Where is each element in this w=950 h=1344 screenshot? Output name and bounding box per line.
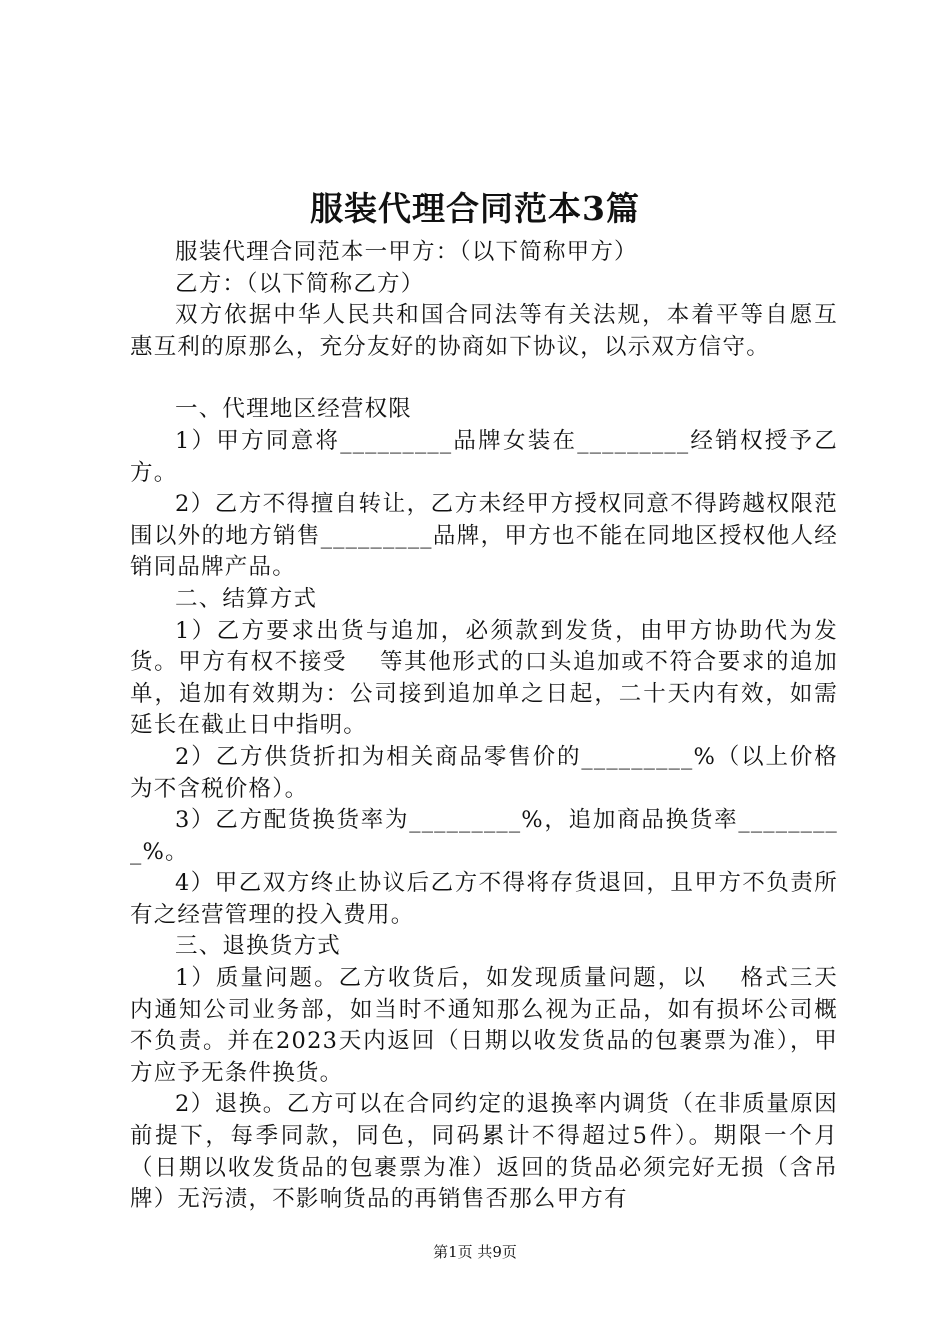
document-body — [130, 237, 838, 1216]
section-heading-3: 三、退换货方式 — [175, 933, 341, 960]
paragraph-2-3: 3）乙方配货换货率为_________%，追加商品换货率_________%。 — [130, 807, 838, 865]
paragraph-party-a: 服装代理合同范本一甲方：（以下简称甲方） — [175, 239, 638, 265]
paragraph-3-2: 2）退换。乙方可以在合同约定的退换率内调货（在非质量原因前提下，每季同款，同色，同码累计不得超过5件）。期限一个月（日期以收发货品的包裹票为准）返回的货品必须完好无损（含吊牌）无污渍，不影响货品的再销售否那么甲方有 — [130, 1091, 838, 1213]
paragraph-1-1: 1）甲方同意将_________品牌女装在_________经销权授予乙方。 — [130, 427, 838, 486]
paragraph-2-2: 2）乙方供货折扣为相关商品零售价的_________%（以上价格为不含税价格）。 — [130, 743, 838, 802]
paragraph-1-2: 2）乙方不得擅自转让，乙方未经甲方授权同意不得跨越权限范围以外的地方销售_________品牌，甲方也不能在同地区授权他人经销同品牌产品。 — [130, 491, 838, 581]
section-heading-2: 二、结算方式 — [175, 585, 318, 612]
section-heading-1: 一、代理地区经营权限 — [175, 396, 413, 423]
paragraph-party-b: 乙方：（以下简称乙方） — [175, 270, 425, 297]
page-footer: 第1页 共9页 — [433, 1243, 517, 1261]
paragraph-preamble: 双方依据中华人民共和国合同法等有关法规，本着平等自愿互惠互利的原那么，充分友好的协商如下协议，以示双方信守。 — [130, 302, 838, 360]
paragraph-2-4: 4）甲乙双方终止协议后乙方不得将存货退回，且甲方不负责所有之经营管理的投入费用。 — [130, 870, 838, 928]
paragraph-3-1: 1）质量问题。乙方收货后，如发现质量问题，以 格式三天内通知公司业务部，如当时不通知那么视为正品，如有损坏公司概不负责。并在2023天内返回（日期以收发货品的包裹票为准），甲方应予无条件换货。 — [130, 965, 838, 1086]
paragraph-2-1: 1）乙方要求出货与追加，必须款到发货，由甲方协助代为发货。甲方有权不接受 等其他形式的口头追加或不符合要求的追加单，追加有效期为：公司接到追加单之日起，二十天内有效，如需延长在截止日中指明。 — [130, 617, 838, 739]
document-title: 服装代理合同范本3篇 — [310, 189, 640, 228]
